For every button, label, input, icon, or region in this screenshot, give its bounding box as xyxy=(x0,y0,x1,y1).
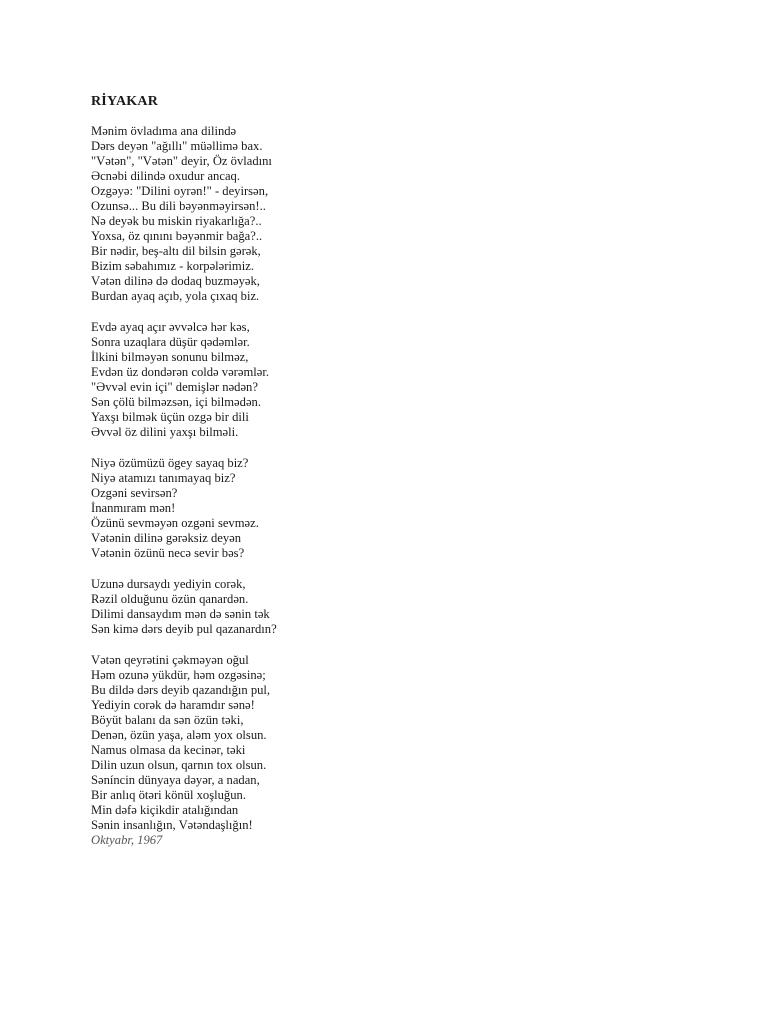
poem-line: Əvvəl öz dilini yaxşı bilməli. xyxy=(91,425,239,439)
poem-line: Min dəfə kiçikdir atalığından xyxy=(91,803,239,817)
poem-line: Dilin uzun olsun, qarnın tox olsun. xyxy=(91,758,267,772)
poem-line: Dilimi dansaydım mən də sənin tək xyxy=(91,607,270,621)
poem-line: Niyə atamızı tanımayaq biz? xyxy=(91,471,236,485)
poem-line: Dərs deyən "ağıllı" müəllimə bax. xyxy=(91,139,263,153)
stanza-1 xyxy=(91,124,731,304)
poem-line: Böyüt balanı da sən özün təki, xyxy=(91,713,244,727)
document-page xyxy=(91,94,731,848)
poem-line: Nə deyək bu miskin riyakarlığa?.. xyxy=(91,214,262,228)
poem-line: Yaxşı bilmək üçün ozgə bir dili xyxy=(91,410,249,424)
poem-line: Vətənin özünü necə sevir bəs? xyxy=(91,546,245,560)
poem-line: Bu dildə dərs deyib qazandığın pul, xyxy=(91,683,271,697)
stanza-3 xyxy=(91,456,731,561)
poem-line: Bizim səbahımız - korpələrimiz. xyxy=(91,259,254,273)
poem-line: Niyə özümüzü ögey sayaq biz? xyxy=(91,456,249,470)
poem-line: Ozunsə... Bu dili bəyənməyirsən!.. xyxy=(91,199,266,213)
poem-line: Denən, özün yaşa, aləm yox olsun. xyxy=(91,728,267,742)
poem-line: Vətən qeyrətini çəkməyən oğul xyxy=(91,653,249,667)
poem-line: "Vətən", "Vətən" deyir, Öz övladını xyxy=(91,154,272,168)
poem-line: Həm ozunə yükdür, həm ozgəsinə; xyxy=(91,668,266,682)
poem-line: Əcnəbi dilində oxudur ancaq. xyxy=(91,169,240,183)
poem-line: İnanmıram mən! xyxy=(91,501,176,515)
poem-line: Vətənin dilinə gərəksiz deyən xyxy=(91,531,242,545)
poem-line: Rəzil olduğunu özün qanardən. xyxy=(91,592,249,606)
poem-date: Oktyabr, 1967 xyxy=(91,833,163,847)
poem-line: Sən kimə dərs deyib pul qazanardın? xyxy=(91,622,277,636)
stanza-2 xyxy=(91,320,731,440)
poem-line: Sonra uzaqlara düşür qədəmlər. xyxy=(91,335,250,349)
poem-line: Evdən üz dondərən coldə vərəmlər. xyxy=(91,365,269,379)
poem-title: RİYAKAR xyxy=(91,94,159,109)
poem-line: Özünü sevməyən ozgəni sevməz. xyxy=(91,516,259,530)
stanza-4 xyxy=(91,577,731,637)
poem-line: Uzunə dursaydı yediyin corək, xyxy=(91,577,246,591)
poem-line: Sənin insanlığın, Vətəndaşlığın! xyxy=(91,818,253,832)
poem-line: Səníncin dünyaya dəyər, a nadan, xyxy=(91,773,260,787)
poem-line: İlkini bilməyən sonunu bilməz, xyxy=(91,350,249,364)
poem-line: "Əvvəl evin içi" demişlər nədən? xyxy=(91,380,258,394)
poem-line: Ozgəyə: "Dilini oyrən!" - deyirsən, xyxy=(91,184,269,198)
poem-line: Ozgəni sevirsən? xyxy=(91,486,178,500)
poem-line: Yediyin corək də haramdır sənə! xyxy=(91,698,255,712)
stanza-5 xyxy=(91,653,731,833)
poem-line: Burdan ayaq açıb, yola çıxaq biz. xyxy=(91,289,260,303)
poem-body xyxy=(91,124,731,833)
poem-line: Namus olmasa da kecinər, təki xyxy=(91,743,246,757)
poem-line: Evdə ayaq açır əvvəlcə hər kəs, xyxy=(91,320,250,334)
poem-line: Vətən dilinə də dodaq buzməyək, xyxy=(91,274,260,288)
poem-line: Bir nədir, beş-altı dil bilsin gərək, xyxy=(91,244,261,258)
poem-line: Mənim övladıma ana dilində xyxy=(91,124,237,138)
poem-line: Sən çölü bilməzsən, içi bilmədən. xyxy=(91,395,261,409)
poem-line: Bir anlıq ötəri könül xoşluğun. xyxy=(91,788,246,802)
poem-line: Yoxsa, öz qınını bəyənmir bağa?.. xyxy=(91,229,263,243)
